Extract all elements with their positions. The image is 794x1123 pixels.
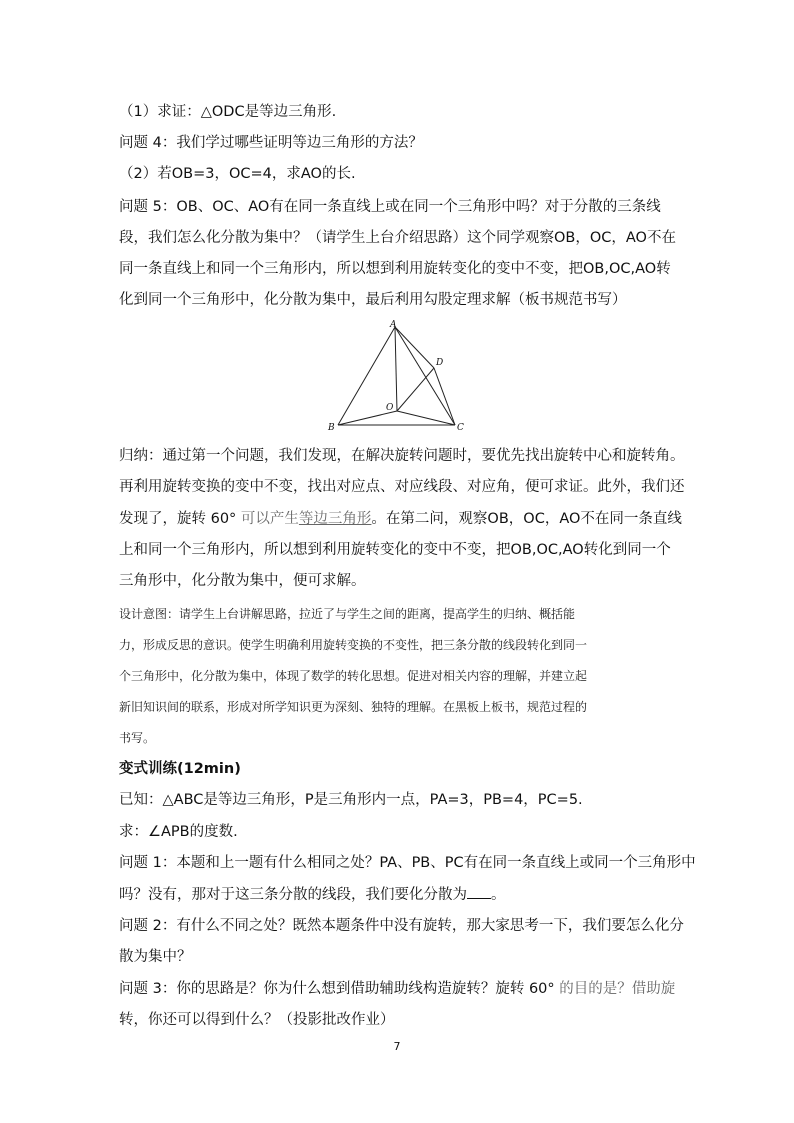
question-5-line-4: 化到同一个三角形中，化分散为集中，最后利用勾股定理求解（板书规范书写） [119, 292, 627, 308]
design-intent-line-1: 设计意图：请学生上台讲解思路，拉近了与学生之间的距离，提高学生的归纳、概括能 [119, 607, 576, 621]
edge-ac [395, 327, 455, 425]
variant-question-3-line-1 [119, 979, 675, 999]
variant-question-2-line-1: 问题 2：有什么不同之处？既然本题条件中没有旋转，那大家思考一下，我们要怎么化分 [119, 918, 684, 934]
label-d: D [436, 358, 444, 368]
segment-oc [397, 411, 455, 425]
label-o: O [386, 403, 394, 413]
summary-rotation: 发现了，旋转 60° [119, 511, 237, 527]
design-intent-line-2: 力，形成反思的意识。使学生明确利用旋转变换的不变性，把三条分散的线段转化到同一 [119, 638, 588, 652]
label-b: B [328, 423, 335, 433]
summary-line-2: 再利用旋转变换的变中不变，找出对应点、对应线段、对应角，便可求证。此外，我们还 [119, 479, 685, 495]
label-c: C [457, 423, 464, 433]
task-2: （2）若OB=3，OC=4，求AO的长. [119, 166, 356, 182]
triangle-figure [322, 318, 472, 436]
variant-question-1-end: 。 [491, 887, 506, 903]
design-intent-line-5: 书写。 [119, 731, 156, 745]
variant-heading: 变式训练(12min) [119, 761, 241, 777]
variant-given: 已知：△ABC是等边三角形，P是三角形内一点，PA=3，PB=4，PC=5. [119, 792, 583, 808]
label-a: A [390, 320, 397, 330]
variant-question-1-line-2 [119, 884, 506, 905]
summary-equilateral: 等边三角形 [298, 511, 372, 527]
design-intent-line-3: 个三角形中，化分散为集中，体现了数学的转化思想。促进对相关内容的理解，并建立起 [119, 669, 588, 683]
summary-line-3 [119, 509, 682, 529]
variant-question-3-gray: 的目的是？借助旋 [554, 981, 676, 997]
page-number: 7 [393, 1040, 401, 1053]
fill-blank [467, 884, 491, 899]
question-4: 问题 4：我们学过哪些证明等边三角形的方法？ [119, 135, 423, 151]
proof-task-1: （1）求证：△ODC是等边三角形. [119, 104, 337, 120]
design-intent-line-4: 新旧知识间的联系，形成对所学知识更为深刻、独特的理解。在黑板上板书，规范过程的 [119, 700, 588, 714]
summary-line-5: 三角形中，化分散为集中，便可求解。 [119, 573, 366, 589]
question-5-line-1: 问题 5：OB、OC、AO有在同一条直线上或在同一个三角形中吗？对于分散的三条线 [119, 199, 661, 215]
segment-ao [395, 327, 397, 411]
summary-line-1: 归纳：通过第一个问题，我们发现，在解决旋转问题时，要优先找出旋转中心和旋转角。 [119, 448, 685, 464]
segment-ad [395, 327, 434, 368]
variant-question-1-text: 吗？没有，那对于这三条分散的线段，我们要化分散为 [119, 887, 467, 903]
variant-question-2-line-2: 散为集中？ [119, 949, 192, 965]
question-5-line-2: 段，我们怎么化分散为集中？（请学生上台介绍思路）这个同学观察OB，OC，AO不在 [119, 230, 676, 246]
variant-question-3-text: 问题 3：你的思路是？你为什么想到借助辅助线构造旋转？旋转 60° [119, 981, 555, 997]
question-5-line-3: 同一条直线上和同一个三角形内，所以想到利用旋转变化的变中不变，把OB,OC,AO转 [119, 261, 671, 277]
variant-question-3-line-2: 转，你还可以得到什么？（投影批改作业） [119, 1012, 395, 1028]
variant-question-1-line-1: 问题 1：本题和上一题有什么相同之处？PA、PB、PC有在同一条直线上或同一个三角形中 [119, 855, 696, 871]
segment-od [397, 368, 434, 411]
segment-bo [338, 411, 397, 425]
summary-can-produce: 可以产生 [236, 511, 299, 527]
variant-ask: 求：∠APB的度数. [119, 824, 238, 840]
summary-second-part: 。在第二问，观察OB，OC，AO不在同一条直线 [371, 511, 682, 527]
summary-line-4: 上和同一个三角形内，所以想到利用旋转变化的变中不变，把OB,OC,AO转化到同一个 [119, 542, 671, 558]
